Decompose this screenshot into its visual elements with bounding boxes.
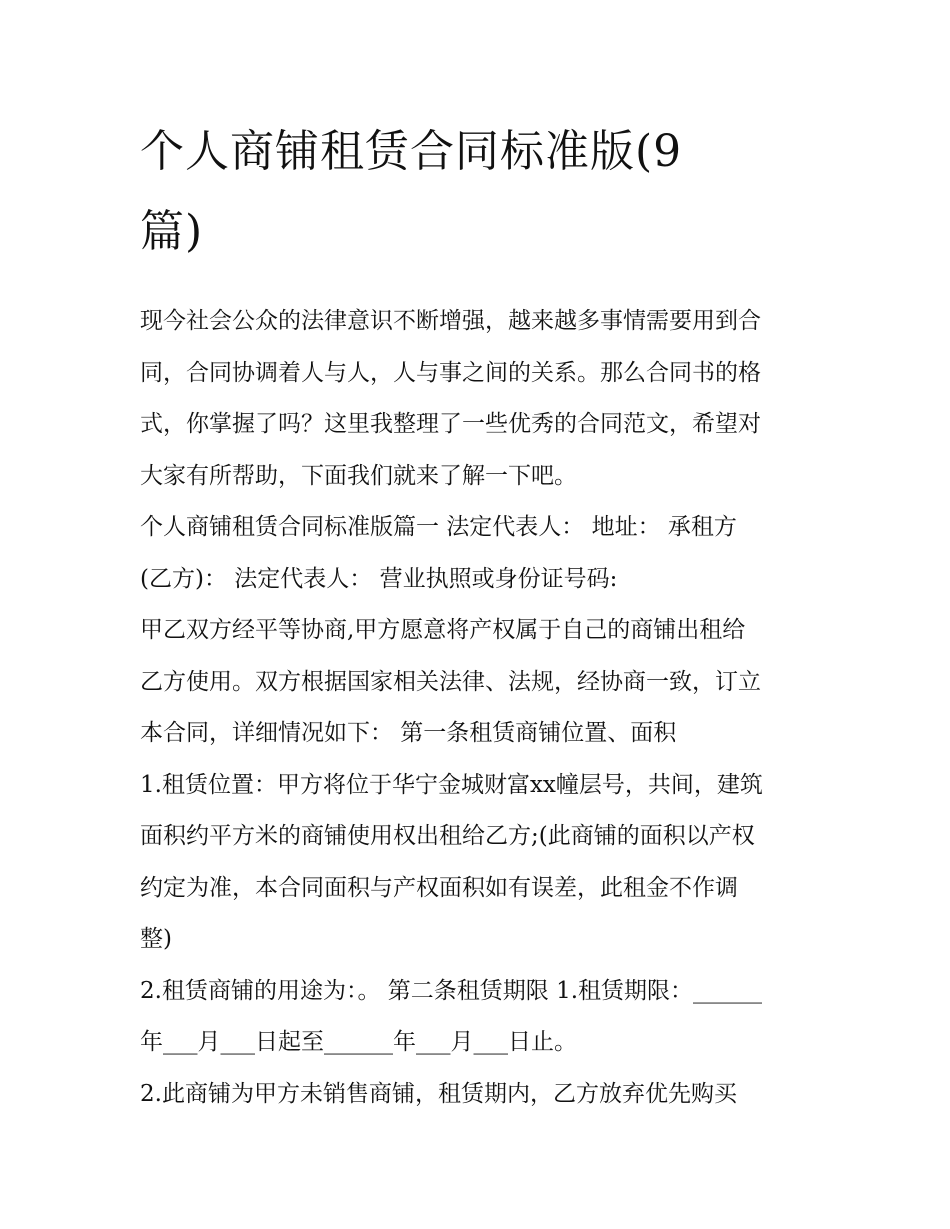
text-line: 本合同，详细情况如下： 第一条租赁商铺位置、面积 <box>140 720 677 746</box>
text-line: 大家有所帮助，下面我们就来了解一下吧。 <box>140 462 577 489</box>
text-line: 面积约平方米的商铺使用权出租给乙方;(此商铺的面积以产权 <box>140 823 755 849</box>
document-body <box>140 296 812 1120</box>
text-line: 式，你掌握了吗？这里我整理了一些优秀的合同范文，希望对 <box>140 411 761 437</box>
purchase-clause <box>140 1069 812 1121</box>
text-line: 约定为准，本合同面积与产权面积如有误差，此租金不作调 <box>140 874 738 901</box>
text-line: 乙方使用。双方根据国家相关法律、法规，经协商一致，订立 <box>140 668 761 695</box>
document-title <box>140 112 812 272</box>
text-line: 1.租赁位置：甲方将位于华宁金城财富xx幢层号，共间，建筑 <box>140 771 763 798</box>
title-line: 篇) <box>140 206 204 257</box>
text-line: 整) <box>140 926 172 952</box>
text-line: 2.此商铺为甲方未销售商铺，租赁期内，乙方放弃优先购买 <box>140 1080 737 1107</box>
text-line: 个人商铺租赁合同标准版篇一 法定代表人： 地址： 承租方 <box>140 514 737 540</box>
document-page <box>140 112 812 1120</box>
intro-paragraph <box>140 296 812 502</box>
agreement-paragraph <box>140 605 812 760</box>
parties-paragraph <box>140 502 812 605</box>
text-line: 2.租赁商铺的用途为：。 第二条租赁期限 1.租赁期限：______ <box>140 977 763 1004</box>
text-line: 同，合同协调着人与人，人与事之间的关系。那么合同书的格 <box>140 359 761 386</box>
text-line: 年___月___日起至______年___月___日止。 <box>140 1029 577 1055</box>
text-line: (乙方)： 法定代表人： 营业执照或身份证号码: <box>140 565 618 592</box>
title-line: 个人商铺租赁合同标准版(9 <box>140 126 683 177</box>
text-line: 现今社会公众的法律意识不断增强，越来越多事情需要用到合 <box>140 308 761 334</box>
location-clause <box>140 760 812 966</box>
term-clause <box>140 966 812 1069</box>
text-line: 甲乙双方经平等协商,甲方愿意将产权属于自己的商铺出租给 <box>140 617 746 643</box>
